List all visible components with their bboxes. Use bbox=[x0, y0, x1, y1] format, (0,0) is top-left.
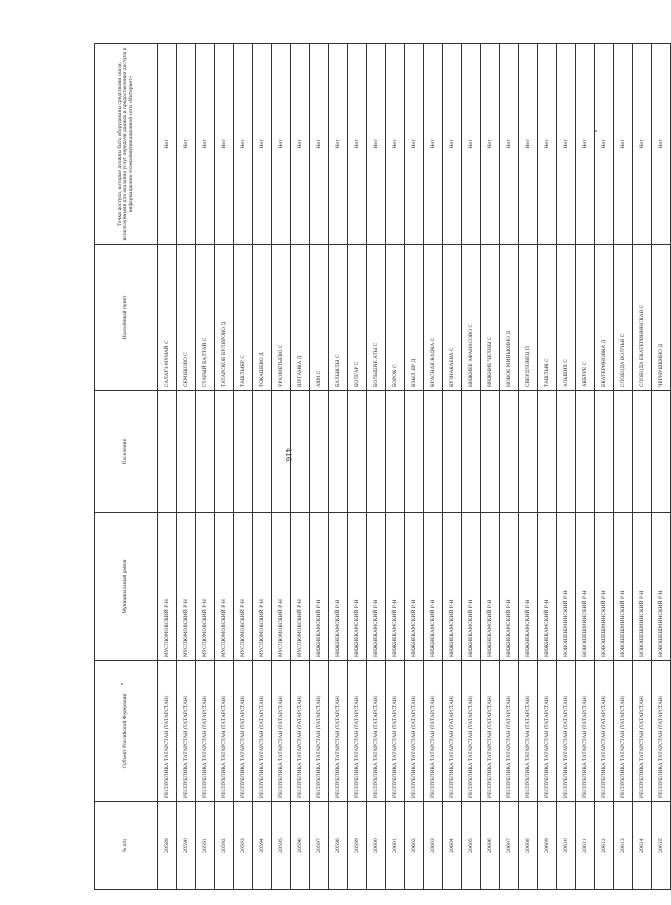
cell-settlement bbox=[652, 391, 671, 513]
cell-settlement bbox=[405, 391, 424, 513]
cell-id: 20605 bbox=[462, 802, 481, 890]
cell-internet: Нет bbox=[405, 44, 424, 245]
cell-internet: Нет bbox=[481, 44, 500, 245]
cell-municipal: НИЖНЕКАМСКИЙ Р-Н bbox=[424, 513, 443, 661]
cell-id: 20614 bbox=[633, 802, 652, 890]
cell-locality: ЧЕРНУШКИНО Д bbox=[652, 245, 671, 391]
cell-internet: Нет bbox=[500, 44, 519, 245]
cell-municipal: МУСЛЮМОВСКИЙ Р-Н bbox=[215, 513, 234, 661]
cell-id: 20600 bbox=[367, 802, 386, 890]
cell-locality: БОЛЬШИЕ АТЫ С bbox=[367, 245, 386, 391]
cell-locality: ШУГАНКА Д bbox=[291, 245, 310, 391]
header-municipal: Муниципальный район bbox=[95, 513, 158, 661]
cell-municipal: МУСЛЮМОВСКИЙ Р-Н bbox=[196, 513, 215, 661]
table-row bbox=[500, 44, 519, 890]
cell-settlement bbox=[519, 391, 538, 513]
cell-settlement bbox=[462, 391, 481, 513]
header-settlement: Поселение bbox=[95, 391, 158, 513]
cell-id: 20615 bbox=[652, 802, 671, 890]
cell-locality: КУЗНАКАЕВА С bbox=[443, 245, 462, 391]
cell-locality: БОРОК С bbox=[386, 245, 405, 391]
cell-municipal: НИЖНЕКАМСКИЙ Р-Н bbox=[481, 513, 500, 661]
cell-municipal: НИЖНЕКАМСКИЙ Р-Н bbox=[519, 513, 538, 661]
cell-municipal: НОВОШЕШМИНСКИЙ Р-Н bbox=[595, 513, 614, 661]
cell-id: 20606 bbox=[481, 802, 500, 890]
cell-locality: БОЛГАР С bbox=[348, 245, 367, 391]
cell-id: 20611 bbox=[576, 802, 595, 890]
cell-subject: РЕСПУБЛИКА ТАТАРСТАН (ТАТАРСТАН) bbox=[652, 661, 671, 802]
table-row bbox=[272, 44, 291, 890]
cell-municipal: НОВОШЕШМИНСКИЙ Р-Н bbox=[633, 513, 652, 661]
table-row bbox=[253, 44, 272, 890]
cell-subject: РЕСПУБЛИКА ТАТАРСТАН (ТАТАРСТАН) bbox=[405, 661, 424, 802]
cell-locality: СЕМЯКОВО С bbox=[177, 245, 196, 391]
cell-subject: РЕСПУБЛИКА ТАТАРСТАН (ТАТАРСТАН) bbox=[576, 661, 595, 802]
cell-internet: Нет bbox=[652, 44, 671, 245]
table-header-row bbox=[95, 44, 158, 890]
table-row bbox=[443, 44, 462, 890]
table-row bbox=[652, 44, 671, 890]
table-row bbox=[215, 44, 234, 890]
table-row bbox=[405, 44, 424, 890]
cell-settlement bbox=[196, 391, 215, 513]
table-row bbox=[538, 44, 557, 890]
cell-id: 20590 bbox=[177, 802, 196, 890]
cell-id: 20595 bbox=[272, 802, 291, 890]
table-row bbox=[519, 44, 538, 890]
cell-locality: ТАШЛЫК С bbox=[538, 245, 557, 391]
cell-locality: ТАШЛЫЯР С bbox=[234, 245, 253, 391]
cell-subject: РЕСПУБЛИКА ТАТАРСТАН (ТАТАРСТАН) bbox=[196, 661, 215, 802]
cell-id: 20593 bbox=[234, 802, 253, 890]
table-row bbox=[462, 44, 481, 890]
cell-internet: Нет bbox=[462, 44, 481, 245]
cell-municipal: МУСЛЮМОВСКИЙ Р-Н bbox=[177, 513, 196, 661]
cell-locality: НИЖНЕЕ АФАНАСОВО С bbox=[462, 245, 481, 391]
cell-locality: УРАЗМЕТЬЕВО С bbox=[272, 245, 291, 391]
cell-locality: НОВОЕ МИНЬКИНО Д bbox=[500, 245, 519, 391]
cell-municipal: МУСЛЮМОВСКИЙ Р-Н bbox=[272, 513, 291, 661]
cell-id: 20589 bbox=[158, 802, 177, 890]
cell-municipal: МУСЛЮМОВСКИЙ Р-Н bbox=[234, 513, 253, 661]
cell-settlement bbox=[215, 391, 234, 513]
cell-subject: РЕСПУБЛИКА ТАТАРСТАН (ТАТАРСТАН) bbox=[234, 661, 253, 802]
cell-subject: РЕСПУБЛИКА ТАТАРСТАН (ТАТАРСТАН) bbox=[310, 661, 329, 802]
cell-municipal: МУСЛЮМОВСКИЙ Р-Н bbox=[158, 513, 177, 661]
cell-subject: РЕСПУБЛИКА ТАТАРСТАН (ТАТАРСТАН) bbox=[367, 661, 386, 802]
table-row bbox=[310, 44, 329, 890]
cell-settlement bbox=[234, 391, 253, 513]
cell-id: 20608 bbox=[519, 802, 538, 890]
cell-settlement bbox=[177, 391, 196, 513]
header-internet: Точки доступа, которые должны быть оборудованы средствами связи, используемыми для оказания услуг передачи данных и предоставления доступа к информационно-телекоммуникационной сети «Интернет» bbox=[95, 44, 158, 245]
cell-municipal: НИЖНЕКАМСКИЙ Р-Н bbox=[538, 513, 557, 661]
cell-settlement bbox=[500, 391, 519, 513]
cell-internet: Нет bbox=[291, 44, 310, 245]
cell-subject: РЕСПУБЛИКА ТАТАРСТАН (ТАТАРСТАН) bbox=[329, 661, 348, 802]
table-row bbox=[481, 44, 500, 890]
cell-subject: РЕСПУБЛИКА ТАТАРСТАН (ТАТАРСТАН) bbox=[462, 661, 481, 802]
cell-subject: РЕСПУБЛИКА ТАТАРСТАН (ТАТАРСТАН) bbox=[253, 661, 272, 802]
cell-municipal: НИЖНЕКАМСКИЙ Р-Н bbox=[405, 513, 424, 661]
cell-subject: РЕСПУБЛИКА ТАТАРСТАН (ТАТАРСТАН) bbox=[158, 661, 177, 802]
table-row bbox=[367, 44, 386, 890]
table-row bbox=[177, 44, 196, 890]
cell-internet: Нет bbox=[234, 44, 253, 245]
cell-locality: БАЛЫКЛЫ С bbox=[329, 245, 348, 391]
cell-locality: СЛОБОДА ВОЛЧЬЯ С bbox=[614, 245, 633, 391]
cell-subject: РЕСПУБЛИКА ТАТАРСТАН (ТАТАРСТАН) bbox=[424, 661, 443, 802]
cell-subject: РЕСПУБЛИКА ТАТАРСТАН (ТАТАРСТАН) bbox=[177, 661, 196, 802]
cell-settlement bbox=[310, 391, 329, 513]
table-row bbox=[329, 44, 348, 890]
cell-settlement bbox=[348, 391, 367, 513]
cell-internet: Нет bbox=[633, 44, 652, 245]
cell-subject: РЕСПУБЛИКА ТАТАРСТАН (ТАТАРСТАН) bbox=[557, 661, 576, 802]
table-row bbox=[386, 44, 405, 890]
cell-subject: РЕСПУБЛИКА ТАТАРСТАН (ТАТАРСТАН) bbox=[481, 661, 500, 802]
cell-municipal: МУСЛЮМОВСКИЙ Р-Н bbox=[253, 513, 272, 661]
cell-settlement bbox=[253, 391, 272, 513]
cell-internet: Нет bbox=[443, 44, 462, 245]
cell-settlement bbox=[481, 391, 500, 513]
cell-settlement bbox=[291, 391, 310, 513]
cell-locality: АЛЬШИХ С bbox=[557, 245, 576, 391]
cell-municipal: НИЖНЕКАМСКИЙ Р-Н bbox=[443, 513, 462, 661]
cell-internet: Нет bbox=[215, 44, 234, 245]
cell-internet: Нет bbox=[519, 44, 538, 245]
table-row bbox=[234, 44, 253, 890]
header-locality: Населённый пункт bbox=[95, 245, 158, 391]
cell-id: 20613 bbox=[614, 802, 633, 890]
cell-internet: Нет bbox=[310, 44, 329, 245]
table-row bbox=[291, 44, 310, 890]
cell-subject: РЕСПУБЛИКА ТАТАРСТАН (ТАТАРСТАН) bbox=[215, 661, 234, 802]
table-row bbox=[196, 44, 215, 890]
cell-internet: Нет bbox=[538, 44, 557, 245]
cell-internet: Нет bbox=[177, 44, 196, 245]
cell-municipal: НИЖНЕКАМСКИЙ Р-Н bbox=[329, 513, 348, 661]
cell-municipal: НИЖНЕКАМСКИЙ Р-Н bbox=[310, 513, 329, 661]
cell-id: 20612 bbox=[595, 802, 614, 890]
cell-settlement bbox=[329, 391, 348, 513]
cell-subject: РЕСПУБЛИКА ТАТАРСТАН (ТАТАРСТАН) bbox=[443, 661, 462, 802]
cell-id: 20601 bbox=[386, 802, 405, 890]
cell-id: 20603 bbox=[424, 802, 443, 890]
cell-municipal: НОВОШЕШМИНСКИЙ Р-Н bbox=[557, 513, 576, 661]
cell-subject: РЕСПУБЛИКА ТАТАРСТАН (ТАТАРСТАН) bbox=[538, 661, 557, 802]
cell-settlement bbox=[538, 391, 557, 513]
cell-id: 20591 bbox=[196, 802, 215, 890]
cell-settlement bbox=[557, 391, 576, 513]
cell-locality: ТОКАШЕВО Д bbox=[253, 245, 272, 391]
table-row bbox=[348, 44, 367, 890]
cell-internet: Нет bbox=[272, 44, 291, 245]
cell-internet: Нет bbox=[367, 44, 386, 245]
table-row bbox=[557, 44, 576, 890]
cell-id: 20599 bbox=[348, 802, 367, 890]
cell-subject: РЕСПУБЛИКА ТАТАРСТАН (ТАТАРСТАН) bbox=[348, 661, 367, 802]
cell-internet: Нет bbox=[329, 44, 348, 245]
cell-settlement bbox=[272, 391, 291, 513]
cell-locality: СВЕРДЛОВЕЦ П bbox=[519, 245, 538, 391]
cell-municipal: НИЖНЕКАМСКИЙ Р-Н bbox=[462, 513, 481, 661]
cell-municipal: МУСЛЮМОВСКИЙ Р-Н bbox=[291, 513, 310, 661]
cell-internet: Нет bbox=[614, 44, 633, 245]
cell-subject: РЕСПУБЛИКА ТАТАРСТАН (ТАТАРСТАН) bbox=[500, 661, 519, 802]
cell-municipal: НИЖНЕКАМСКИЙ Р-Н bbox=[367, 513, 386, 661]
cell-internet: Нет bbox=[348, 44, 367, 245]
cell-id: 20597 bbox=[310, 802, 329, 890]
cell-id: 20610 bbox=[557, 802, 576, 890]
table-row bbox=[424, 44, 443, 890]
cell-subject: РЕСПУБЛИКА ТАТАРСТАН (ТАТАРСТАН) bbox=[291, 661, 310, 802]
rotated-table-container bbox=[94, 44, 664, 890]
cell-internet: Нет bbox=[253, 44, 272, 245]
cell-internet: Нет bbox=[158, 44, 177, 245]
cell-internet: Нет bbox=[424, 44, 443, 245]
cell-settlement bbox=[367, 391, 386, 513]
cell-subject: РЕСПУБЛИКА ТАТАРСТАН (ТАТАРСТАН) bbox=[595, 661, 614, 802]
cell-id: 20594 bbox=[253, 802, 272, 890]
cell-subject: РЕСПУБЛИКА ТАТАРСТАН (ТАТАРСТАН) bbox=[614, 661, 633, 802]
cell-settlement bbox=[386, 391, 405, 513]
cell-subject: РЕСПУБЛИКА ТАТАРСТАН (ТАТАРСТАН) bbox=[272, 661, 291, 802]
table-row bbox=[633, 44, 652, 890]
cell-subject: РЕСПУБЛИКА ТАТАРСТАН (ТАТАРСТАН) bbox=[633, 661, 652, 802]
table-body bbox=[158, 44, 671, 890]
cell-locality: ТАТАРСКОЕ БУЛЯРОВО Д bbox=[215, 245, 234, 391]
cell-internet: Нет bbox=[196, 44, 215, 245]
table-row bbox=[158, 44, 177, 890]
cell-locality: САЛАУЗ-МУНАЙ С bbox=[158, 245, 177, 391]
cell-locality: ЕКАТЕРИНОВКА Д bbox=[595, 245, 614, 391]
cell-locality: КЗЫЛ ЯР Д bbox=[405, 245, 424, 391]
cell-locality: АХМ С bbox=[310, 245, 329, 391]
cell-settlement bbox=[443, 391, 462, 513]
cell-id: 20609 bbox=[538, 802, 557, 890]
header-subject: Субъект Российской Федерации bbox=[95, 661, 158, 802]
cell-subject: РЕСПУБЛИКА ТАТАРСТАН (ТАТАРСТАН) bbox=[519, 661, 538, 802]
cell-id: 20596 bbox=[291, 802, 310, 890]
cell-municipal: НИЖНЕКАМСКИЙ Р-Н bbox=[386, 513, 405, 661]
cell-internet: Нет bbox=[557, 44, 576, 245]
cell-settlement bbox=[424, 391, 443, 513]
cell-municipal: НОВОШЕШМИНСКИЙ Р-Н bbox=[614, 513, 633, 661]
cell-municipal: НОВОШЕШМИНСКИЙ Р-Н bbox=[576, 513, 595, 661]
table-row bbox=[576, 44, 595, 890]
cell-municipal: НОВОШЕШМИНСКИЙ Р-Н bbox=[652, 513, 671, 661]
cell-locality: СЛОБОДА ЕКАТЕРИНИНСКАЯ С bbox=[633, 245, 652, 391]
cell-settlement bbox=[576, 391, 595, 513]
cell-settlement bbox=[614, 391, 633, 513]
cell-id: 20607 bbox=[500, 802, 519, 890]
cell-id: 20604 bbox=[443, 802, 462, 890]
cell-internet: Нет bbox=[595, 44, 614, 245]
cell-id: 20592 bbox=[215, 802, 234, 890]
cell-settlement bbox=[158, 391, 177, 513]
header-id: № п/п bbox=[95, 802, 158, 890]
cell-municipal: НИЖНЕКАМСКИЙ Р-Н bbox=[348, 513, 367, 661]
cell-locality: СТАРЫЙ БАЛТАЙ С bbox=[196, 245, 215, 391]
cell-municipal: НИЖНЕКАМСКИЙ Р-Н bbox=[500, 513, 519, 661]
cell-settlement bbox=[633, 391, 652, 513]
cell-internet: Нет bbox=[386, 44, 405, 245]
cell-internet: Нет bbox=[576, 44, 595, 245]
cell-locality: КРАСНАЯ КАДКА С bbox=[424, 245, 443, 391]
access-points-table bbox=[94, 43, 671, 890]
cell-id: 20598 bbox=[329, 802, 348, 890]
cell-locality: НИЖНИЕ ЧЕЛНЫ С bbox=[481, 245, 500, 391]
table-row bbox=[614, 44, 633, 890]
cell-subject: РЕСПУБЛИКА ТАТАРСТАН (ТАТАРСТАН) bbox=[386, 661, 405, 802]
cell-locality: АКБУРЕ С bbox=[576, 245, 595, 391]
cell-id: 20602 bbox=[405, 802, 424, 890]
page-number: 416 bbox=[284, 448, 292, 462]
cell-settlement bbox=[595, 391, 614, 513]
table-row bbox=[595, 44, 614, 890]
